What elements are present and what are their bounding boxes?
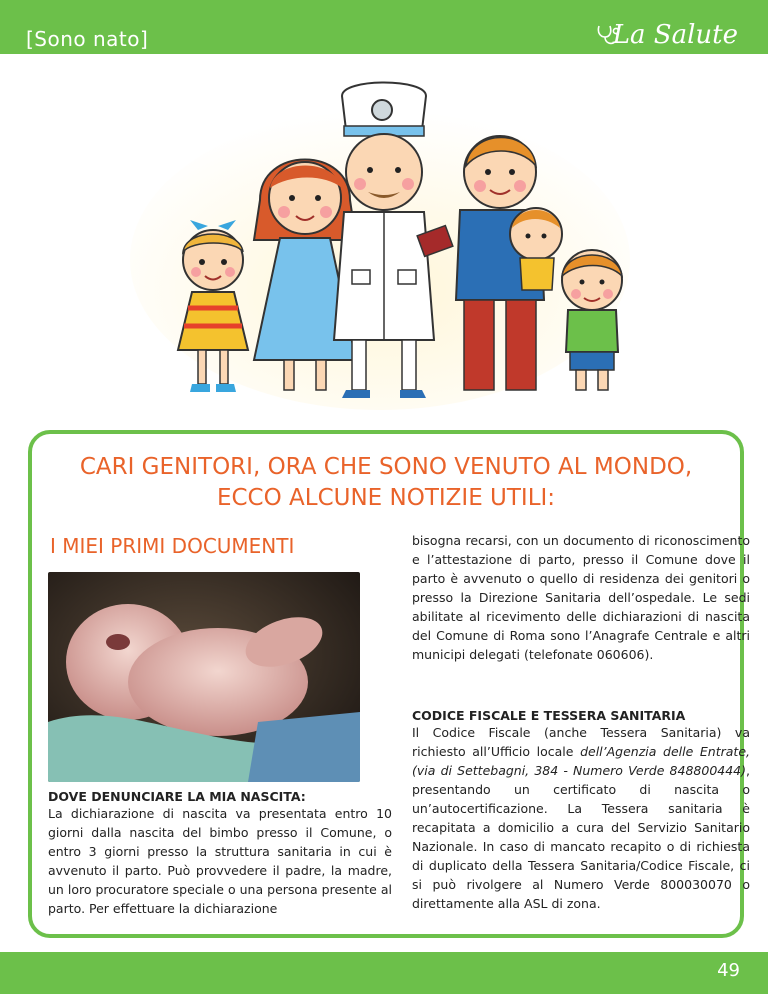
- section-label: [Sono nato]: [26, 27, 149, 51]
- newborn-photo: [48, 572, 360, 782]
- tax-code-title: CODICE FISCALE E TESSERA SANITARIA: [412, 708, 686, 723]
- boy-figure: [562, 250, 622, 390]
- birth-registration-text: La dichiarazione di nascita va presentata entro 10 giorni dalla nascita del bimbo presso il Comune, o entro 3 giorni presso la struttura sanitaria in cui è avvenuto il parto. Può provvedere il padre, la madre, un loro procuratore speciale o una persona presente al parto. Per effettuare la dichiarazione: [48, 806, 392, 916]
- tax-code-text-italic: dell’Agenzia delle Entrate, (via di Settebagni, 384 - Numero Verde 848800444): [412, 744, 750, 778]
- headline-line-1: CARI GENITORI, ORA CHE SONO VENUTO AL MONDO,: [79, 454, 693, 480]
- headline-line-2: ECCO ALCUNE NOTIZIE UTILI:: [216, 485, 556, 511]
- documents-subheading: I MIEI PRIMI DOCUMENTI: [50, 534, 295, 558]
- family-doctor-illustration: [120, 80, 640, 415]
- header-bar: [0, 0, 768, 54]
- tax-code-section: [412, 708, 750, 913]
- footer-bar: [0, 952, 768, 994]
- panel-headline: [32, 452, 740, 514]
- tax-code-text-b: , presentando un certificato di nascita o un’autocertificazione. La Tessera sanitaria è recapitata a domicilio a cura del Servizio Sanitario Nazionale. In caso di mancato recapito o di richiesta di duplicato della Tessera Sanitaria/Codice Fiscale, ci si può rivolgere al Numero Verde 800030070 o direttamente alla ASL di zona.: [412, 763, 750, 911]
- tax-code-text: [412, 723, 750, 913]
- page-number: 49: [717, 960, 740, 981]
- birth-registration-section: [48, 789, 392, 918]
- tax-code-text-a: Il Codice Fiscale (anche Tessera Sanitaria) va richiesto all’Ufficio locale: [412, 725, 750, 759]
- registration-continued-text: bisogna recarsi, con un documento di riconoscimento e l’attestazione di parto, presso il Comune dove il parto è avvenuto o quello di residenza dei genitori o presso la Direzione Sanitaria dell’ospedale. Le sedi abilitate al ricevimento delle dichiarazioni di nascita del Comune di Roma sono l’Anagrafe Centrale e altri municipi delegati (telefonate 060606).: [412, 533, 750, 662]
- brand-title: La Salute: [612, 20, 738, 50]
- birth-registration-title: DOVE DENUNCIARE LA MIA NASCITA:: [48, 789, 306, 804]
